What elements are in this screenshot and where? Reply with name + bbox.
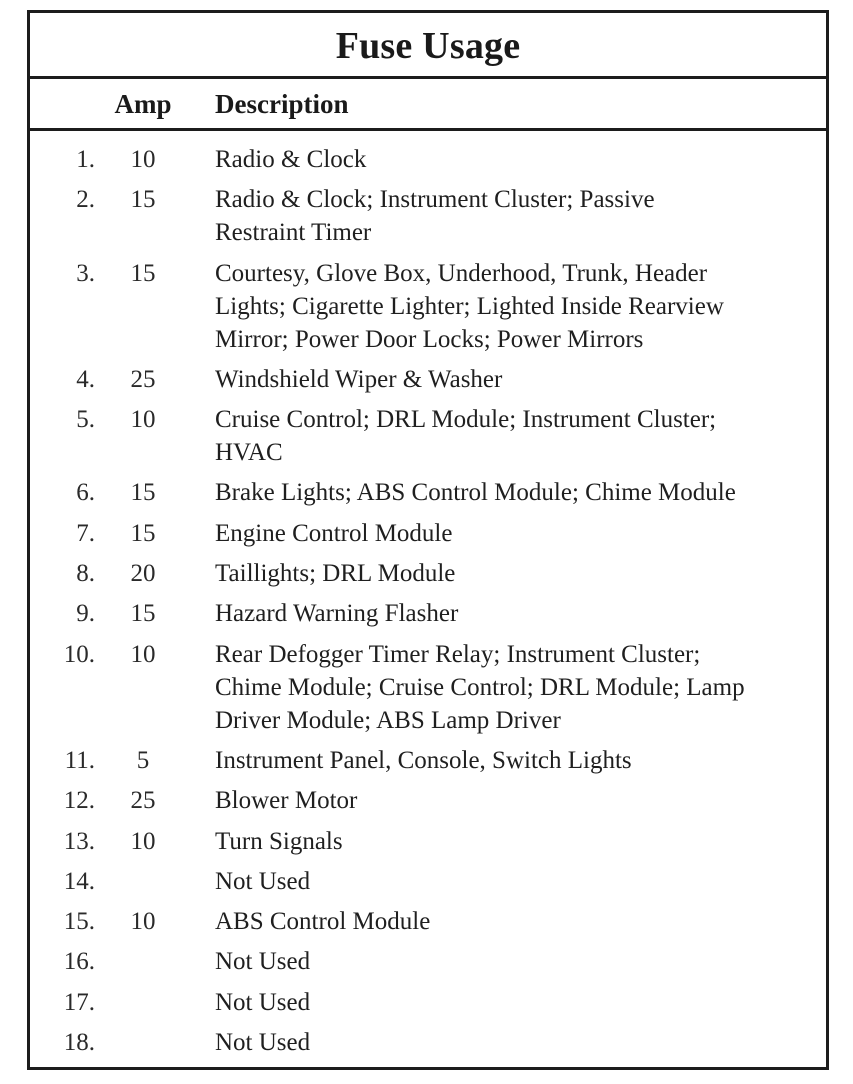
fuse-description-line: Taillights; DRL Module [215,560,456,588]
fuse-description-line: Not Used [215,988,311,1016]
fuse-number: 17. [63,988,95,1016]
fuse-amp: 25 [130,787,156,815]
fuse-description-line: Rear Defogger Timer Relay; Instrument Cluster; [215,640,701,668]
fuse-amp: 20 [130,560,156,588]
fuse-description-line: Cruise Control; DRL Module; Instrument Cluster; [215,406,717,434]
fuse-number: 10. [63,640,95,668]
fuse-number: 16. [63,948,95,976]
table-row [30,143,826,176]
fuse-number: 13. [63,827,95,855]
fuse-amp: 10 [130,640,156,668]
fuse-number: 12. [63,787,95,815]
column-header-row [30,79,826,131]
fuse-description-line: Brake Lights; ABS Control Module; Chime Module [215,479,736,507]
table-row [30,183,826,249]
table-row [30,257,826,356]
fuse-description-line: Radio & Clock; Instrument Cluster; Passive [215,186,655,214]
fuse-description [215,1026,812,1059]
fuse-amp: 5 [136,746,150,774]
fuse-description [215,517,812,550]
fuse-amp: 15 [130,186,156,214]
fuse-number: 8. [76,560,95,588]
fuse-description [215,476,812,509]
fuse-description [215,865,812,898]
fuse-description-line: Not Used [215,1029,311,1057]
fuse-description-line: HVAC [215,439,283,467]
table-row [30,638,826,737]
fuse-amp: 10 [130,827,156,855]
fuse-description [215,597,812,630]
fuse-amp: 10 [130,908,156,936]
fuse-description [215,744,812,777]
table-row [30,784,826,817]
fuse-description [215,784,812,817]
fuse-description [215,257,812,356]
fuse-description [215,403,812,469]
fuse-description [215,557,812,590]
fuse-number: 1. [76,146,95,173]
fuse-usage-table [27,10,829,1070]
fuse-description [215,183,812,249]
fuse-description [215,825,812,858]
fuse-number: 3. [76,259,95,287]
fuse-description-line: Windshield Wiper & Washer [215,365,503,393]
fuse-amp: 15 [130,259,156,287]
fuse-number: 6. [76,479,95,507]
fuse-description [215,363,812,396]
fuse-number: 11. [64,746,95,774]
fuse-amp: 15 [130,479,156,507]
table-row [30,825,826,858]
table-title: Fuse Usage [30,13,826,79]
table-row [30,363,826,396]
fuse-number: 7. [76,519,95,547]
fuse-description-line: Instrument Panel, Console, Switch Lights [215,746,632,774]
fuse-description-line: Courtesy, Glove Box, Underhood, Trunk, Header [215,259,708,287]
fuse-amp: 15 [130,519,156,547]
column-header-description: Description [215,89,349,119]
fuse-description-line: Not Used [215,867,311,895]
fuse-description-line: ABS Control Module [215,908,431,936]
table-row [30,865,826,898]
fuse-description-line: Engine Control Module [215,519,453,547]
fuse-description-line: Radio & Clock [215,146,367,173]
fuse-description-line: Mirror; Power Door Locks; Power Mirrors [215,325,644,353]
fuse-description [215,638,812,737]
fuse-description [215,945,812,978]
fuse-description-line: Driver Module; ABS Lamp Driver [215,706,561,734]
fuse-description [215,986,812,1019]
fuse-amp: 10 [130,406,156,434]
table-row [30,1026,826,1059]
fuse-amp: 25 [130,365,156,393]
fuse-number: 18. [63,1029,95,1057]
fuse-description-line: Hazard Warning Flasher [215,600,459,628]
fuse-rows [30,143,826,1066]
fuse-description [215,905,812,938]
fuse-amp: 15 [130,600,156,628]
fuse-number: 2. [76,186,95,214]
fuse-description-line: Lights; Cigarette Lighter; Lighted Inside Rearview [215,292,724,320]
column-header-amp: Amp [114,89,172,119]
table-row [30,557,826,590]
fuse-number: 14. [63,867,95,895]
fuse-description-line: Turn Signals [215,827,343,855]
fuse-description [215,143,812,176]
table-row [30,403,826,469]
fuse-number: 4. [76,365,95,393]
fuse-number: 5. [76,406,95,434]
table-row [30,905,826,938]
table-row [30,476,826,509]
fuse-description-line: Not Used [215,948,311,976]
fuse-description-line: Chime Module; Cruise Control; DRL Module; Lamp [215,673,745,701]
fuse-amp: 10 [130,146,156,173]
table-row [30,744,826,777]
fuse-description-line: Restraint Timer [215,219,372,247]
table-row [30,517,826,550]
fuse-description-line: Blower Motor [215,787,358,815]
fuse-number: 9. [76,600,95,628]
table-row [30,986,826,1019]
table-row [30,597,826,630]
table-row [30,945,826,978]
fuse-number: 15. [63,908,95,936]
